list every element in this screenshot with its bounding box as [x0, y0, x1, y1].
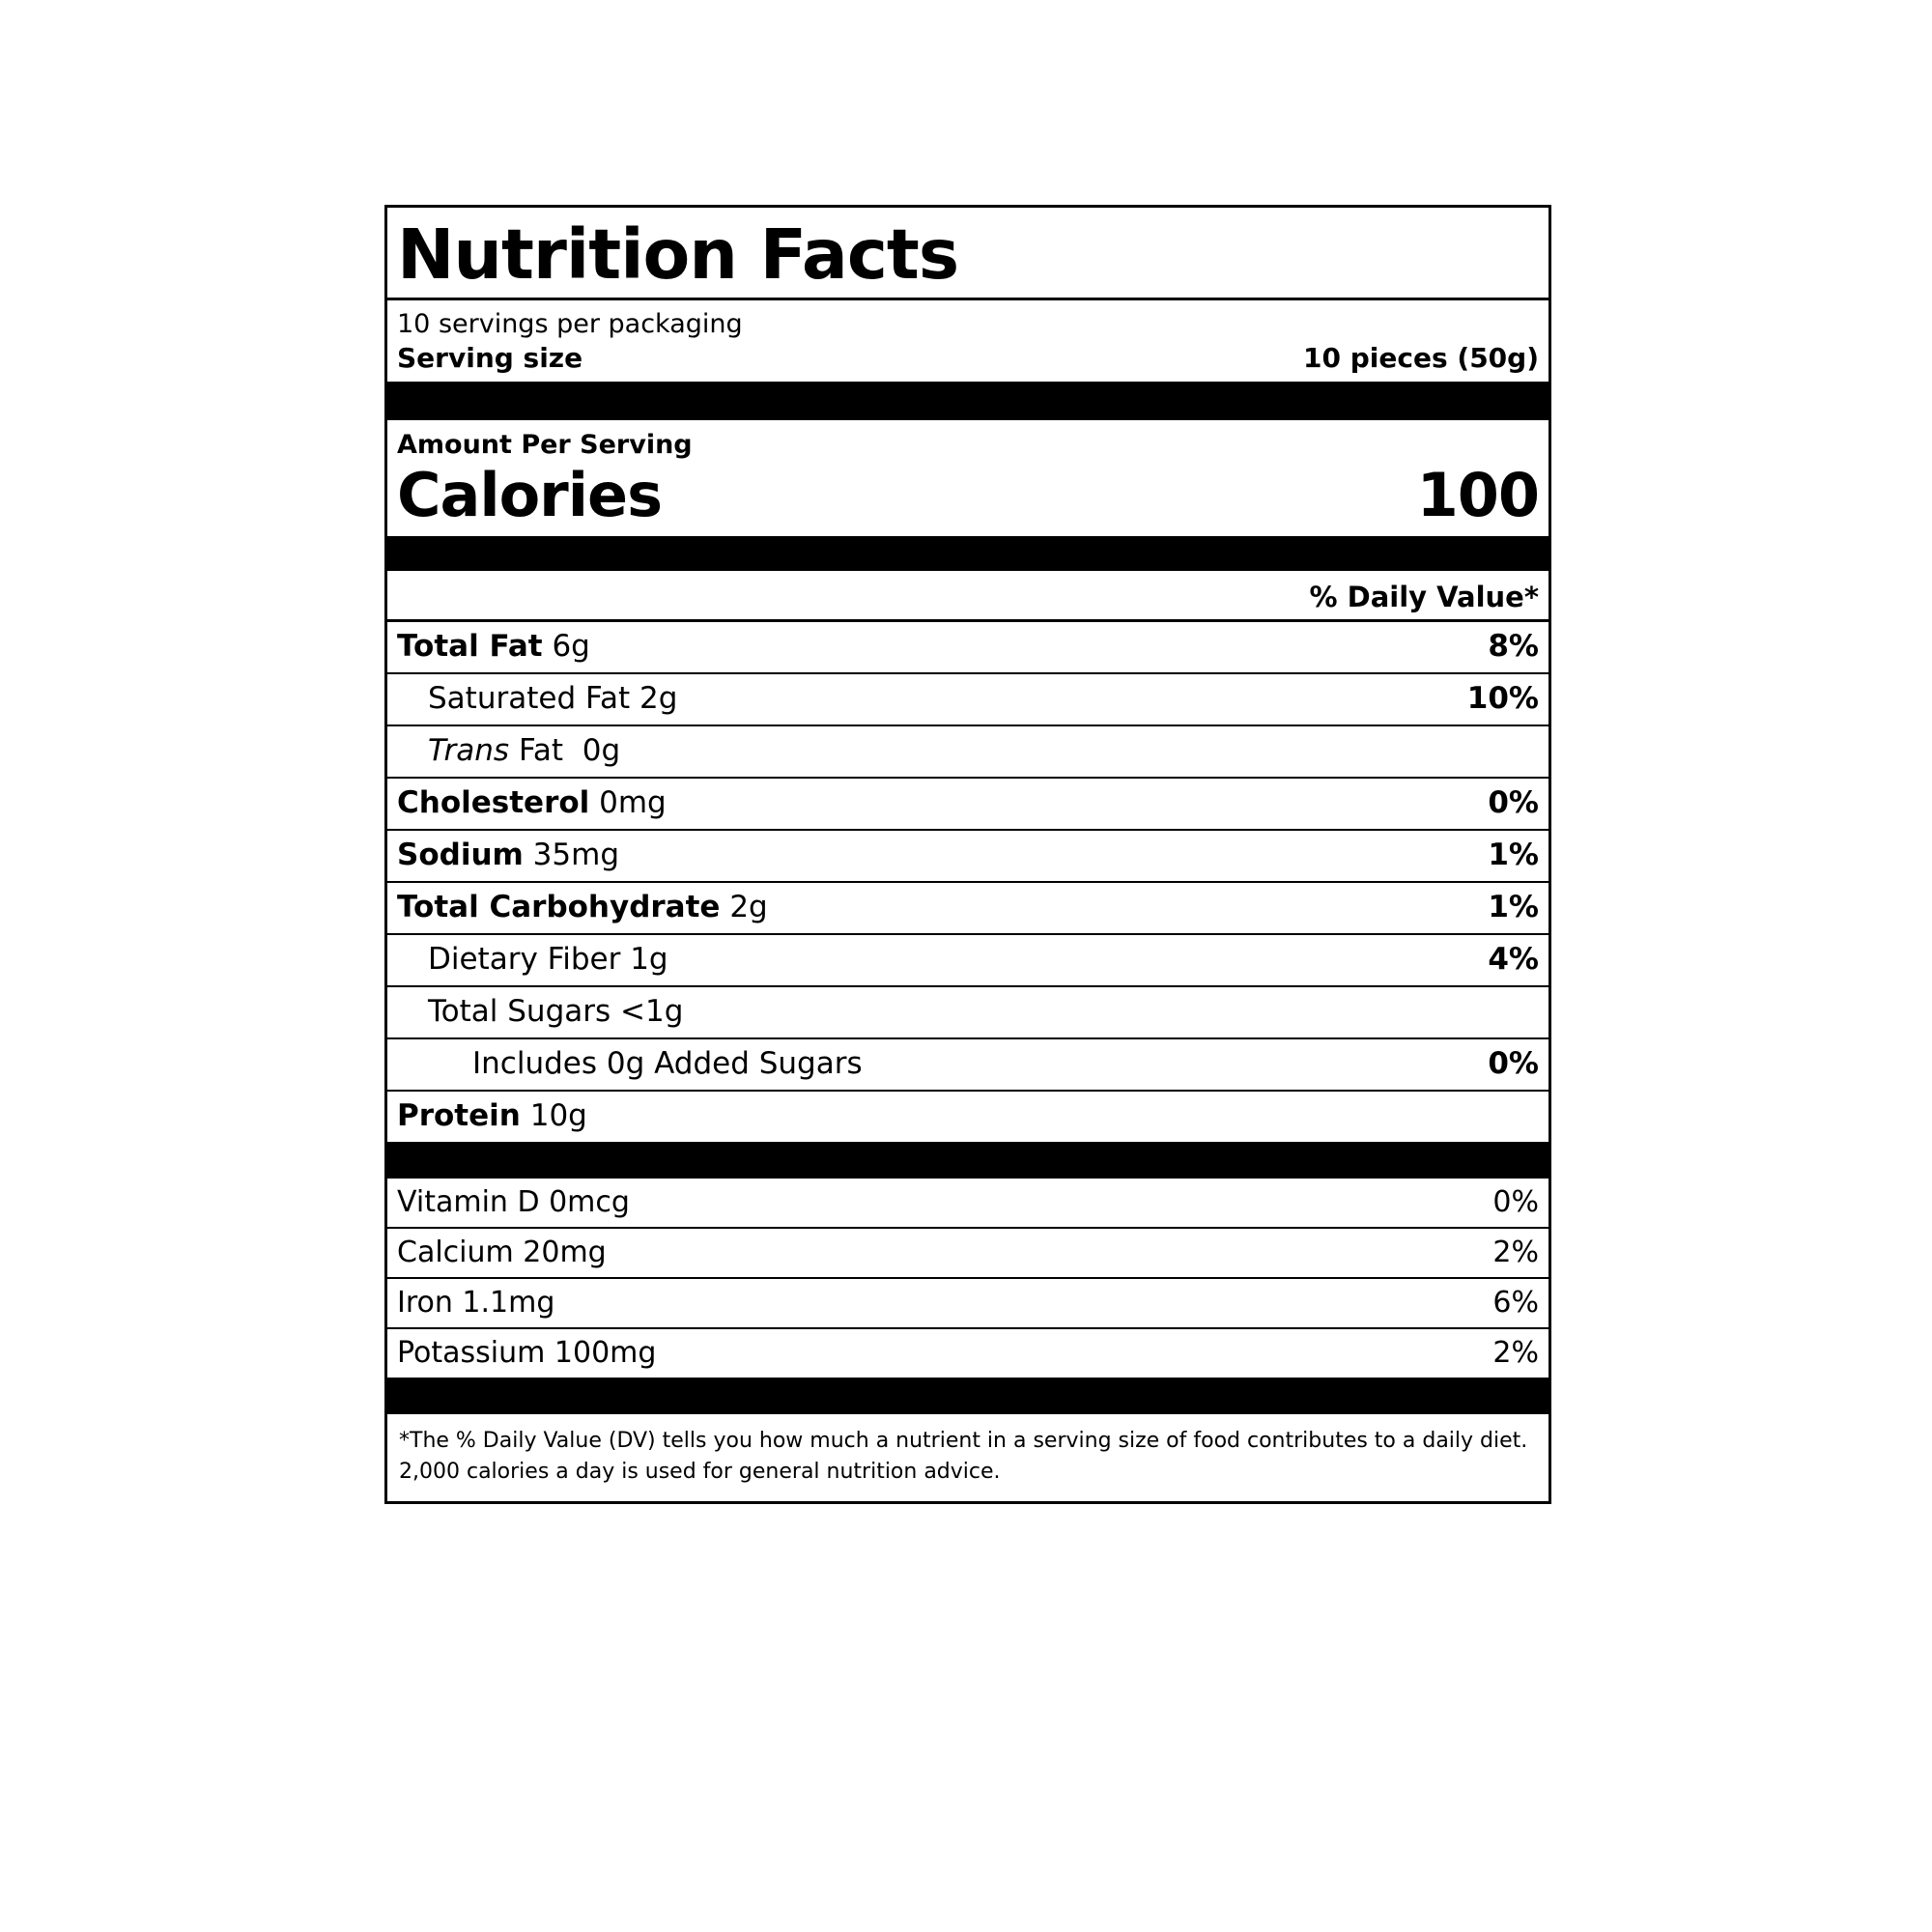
daily-value-footnote: *The % Daily Value (DV) tells you how much a nutrient in a serving size of food contributes to a daily diet. 2,000 calories a day is used for general nutrition advice. — [399, 1429, 1528, 1485]
calories-label: Calories — [397, 460, 662, 531]
nutrient-dv: 0% — [1488, 785, 1539, 821]
nutrient-amount: 1g — [630, 942, 668, 978]
nutrient-dv: 0% — [1488, 1046, 1539, 1082]
nutrient-amount: Fat 0g — [518, 733, 621, 769]
nutrient-amount: <1g — [620, 994, 684, 1030]
nutrient-name: Cholesterol — [397, 785, 590, 821]
nutrient-dv: 8% — [1488, 629, 1539, 665]
nutrition-facts-label — [384, 205, 1551, 1504]
nutrient-amount: 2g — [729, 890, 768, 925]
vitamin-name: Iron 1.1mg — [397, 1286, 555, 1321]
nutrient-name: Includes 0g Added Sugars — [472, 1046, 863, 1082]
nutrient-name: Saturated Fat — [428, 681, 631, 717]
table-row-saturated-fat — [387, 674, 1548, 726]
table-row-total-fat — [387, 622, 1548, 674]
nutrient-dv: 1% — [1488, 890, 1539, 925]
table-row-sodium — [387, 831, 1548, 883]
nutrient-name: Protein — [397, 1098, 521, 1134]
divider-thick-3 — [387, 1144, 1548, 1179]
vitamin-name: Vitamin D 0mcg — [397, 1185, 630, 1220]
divider-thick-4 — [387, 1379, 1548, 1414]
serving-size-label: Serving size — [397, 342, 583, 375]
table-row-potassium — [387, 1329, 1548, 1379]
nutrient-amount: 0mg — [599, 785, 667, 821]
page-title: Nutrition Facts — [387, 208, 1548, 300]
nutrient-amount: 6g — [552, 629, 590, 665]
divider-thick-2 — [387, 536, 1548, 571]
table-row-calcium — [387, 1229, 1548, 1279]
serving-size-value: 10 pieces (50g) — [1303, 342, 1539, 375]
vitamin-name: Potassium 100mg — [397, 1336, 657, 1371]
nutrient-amount: 10g — [529, 1098, 587, 1134]
nutrient-name: Dietary Fiber — [428, 942, 621, 978]
vitamin-dv: 2% — [1492, 1236, 1539, 1270]
table-row-total-sugars — [387, 987, 1548, 1039]
nutrient-amount: 2g — [639, 681, 678, 717]
nutrient-dv: 10% — [1466, 681, 1539, 717]
table-row-cholesterol — [387, 779, 1548, 831]
calories-value: 100 — [1416, 460, 1539, 531]
table-row-trans-fat — [387, 726, 1548, 779]
nutrient-dv: 4% — [1488, 942, 1539, 978]
servings-per-container: 10 servings per packaging — [397, 308, 743, 339]
table-row-added-sugars — [387, 1039, 1548, 1092]
amount-per-serving-label: Amount Per Serving — [397, 430, 693, 461]
table-row-vitamin-d — [387, 1179, 1548, 1229]
calories-row — [387, 460, 1548, 536]
divider-thick-1 — [387, 382, 1548, 420]
nutrient-name: Total Sugars — [428, 994, 611, 1030]
nutrient-amount: 35mg — [532, 838, 619, 873]
daily-value-header: % Daily Value* — [387, 571, 1548, 622]
vitamin-dv: 2% — [1492, 1336, 1539, 1371]
nutrient-name: Total Carbohydrate — [397, 890, 721, 925]
nutrient-dv: 1% — [1488, 838, 1539, 873]
table-row-dietary-fiber — [387, 935, 1548, 987]
vitamin-dv: 0% — [1492, 1185, 1539, 1220]
table-row-total-carbohydrate — [387, 883, 1548, 935]
vitamin-name: Calcium 20mg — [397, 1236, 607, 1270]
vitamin-dv: 6% — [1492, 1286, 1539, 1321]
table-row-iron — [387, 1279, 1548, 1329]
table-row-protein — [387, 1092, 1548, 1144]
nutrient-name: Total Fat — [397, 629, 543, 665]
nutrient-name: Trans — [428, 733, 510, 769]
serving-size-row — [387, 340, 1548, 382]
nutrient-name: Sodium — [397, 838, 524, 873]
